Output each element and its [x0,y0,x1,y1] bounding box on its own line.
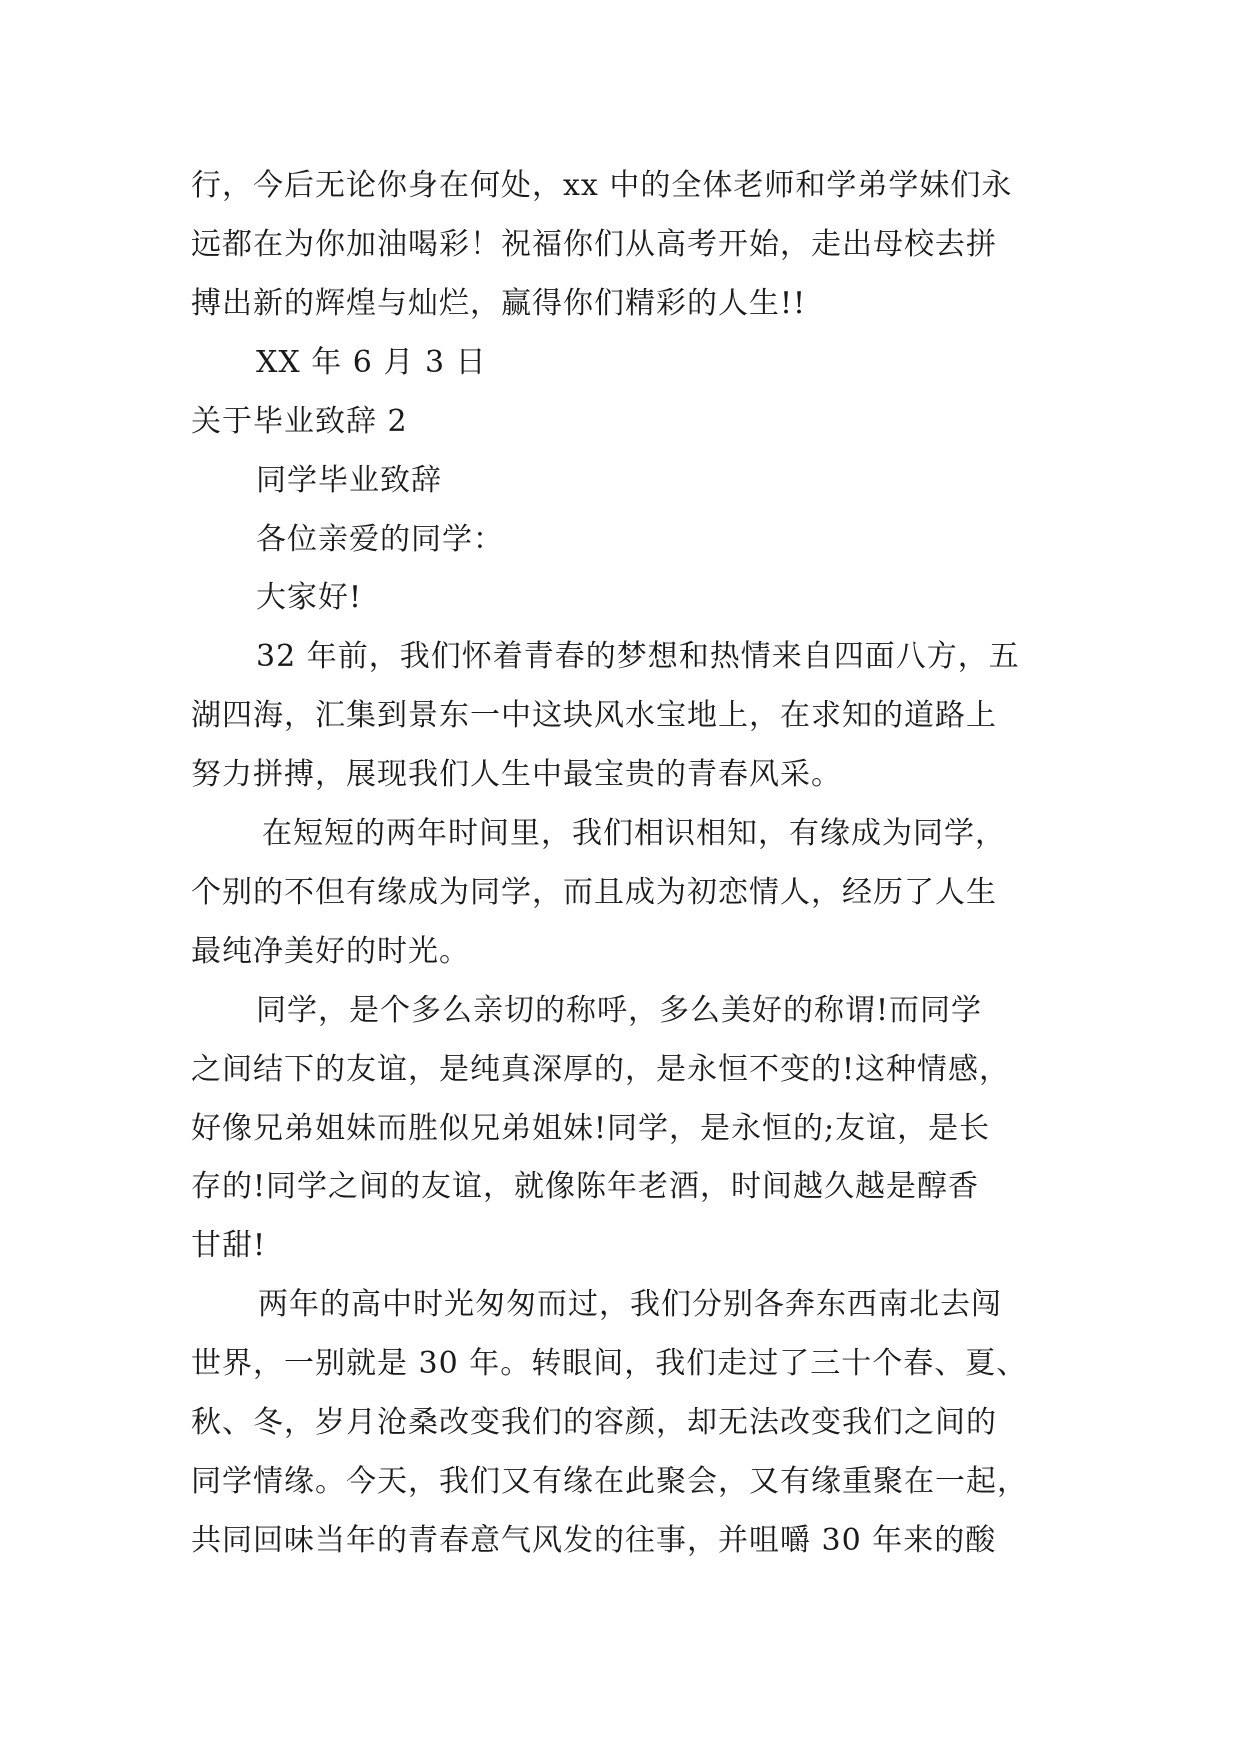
body-text-line: 在短短的两年时间里，我们相识相知，有缘成为同学， [262,816,1006,851]
body-text-line: 同学情缘。今天，我们又有缘在此聚会，又有缘重聚在一起， [191,1464,1028,1499]
body-text-line: 两年的高中时光匆匆而过，我们分别各奔东西南北去闯 [258,1287,1002,1322]
body-text-line: 秋、冬，岁月沧桑改变我们的容颜，却无法改变我们之间的 [191,1405,997,1440]
body-text-line: 共同回味当年的青春意气风发的往事，并咀嚼 30 年来的酸 [191,1523,997,1558]
body-text-line: 存的!同学之间的友谊，就像陈年老酒，时间越久越是醇香 [191,1169,980,1204]
body-text-line: 之间结下的友谊，是纯真深厚的，是永恒不变的!这种情感， [191,1052,1011,1087]
salutation: 各位亲爱的同学： [256,522,504,557]
date-line: XX 年 6 月 3 日 [256,345,487,380]
section-heading: 关于毕业致辞 2 [191,404,408,439]
body-text-line: 最纯净美好的时光。 [191,934,470,969]
greeting: 大家好! [256,580,363,615]
body-text-line: 湖四海，汇集到景东一中这块风水宝地上，在求知的道路上 [191,698,997,733]
body-text-line: 远都在为你加油喝彩！祝福你们从高考开始，走出母校去拼 [191,227,997,262]
body-text-line: 世界，一别就是 30 年。转眼间，我们走过了三十个春、夏、 [191,1346,1028,1381]
body-text-line: 32 年前，我们怀着青春的梦想和热情来自四面八方，五 [256,639,1020,674]
body-text-line: 好像兄弟姐妹而胜似兄弟姐妹!同学，是永恒的;友谊，是长 [191,1111,991,1146]
body-text-line: 搏出新的辉煌与灿烂，赢得你们精彩的人生!! [191,286,807,321]
body-text-line: 努力拼搏，展现我们人生中最宝贵的青春风采。 [191,757,842,792]
speech-title: 同学毕业致辞 [256,463,442,498]
body-text-line: 个别的不但有缘成为同学，而且成为初恋情人，经历了人生 [191,875,997,910]
body-text-line: 同学，是个多么亲切的称呼，多么美好的称谓!而同学 [256,993,983,1028]
body-text-line: 行，今后无论你身在何处，xx 中的全体老师和学弟学妹们永 [191,168,1013,203]
body-text-line: 甘甜! [191,1228,267,1263]
